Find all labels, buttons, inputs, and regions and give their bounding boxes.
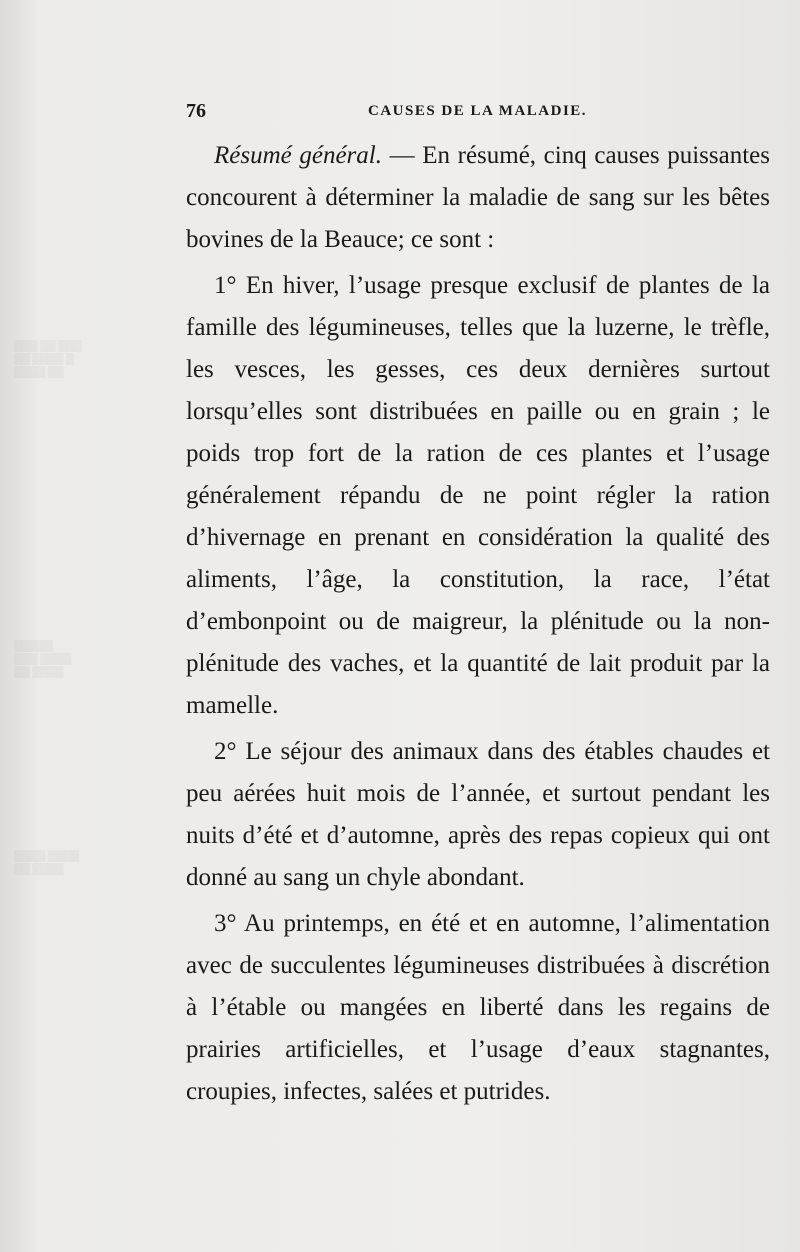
- cause-paragraph-3: 3° Au printemps, en été et en automne, l’alimentation avec de succulentes légumineuses distribuées à discrétion à l’étable ou mangées en liberté dans les regains de prairies artificielles, et l’usage d’eaux stagnantes, croupies, infectes, salées et putrides.: [186, 910, 770, 1105]
- bleed-through-marks: ▒▒▒ ▒▒ ▒▒▒ ▒▒ ▒▒▒▒ ▒ ▒▒▒▒ ▒▒: [14, 340, 82, 378]
- section-lead-in: Résumé général.: [214, 142, 382, 169]
- page-number: 76: [186, 100, 206, 122]
- bleed-through-marks: ▒▒▒▒▒ ▒▒▒ ▒▒▒▒ ▒▒ ▒▒▒▒: [14, 640, 72, 678]
- summary-paragraph: [186, 135, 770, 261]
- summary-text: — En résumé, cinq causes puissantes concourent à déterminer la maladie de sang sur les bêtes bovines de la Beauce; ce sont :: [186, 142, 770, 253]
- bleed-through-marks: ▒▒▒▒ ▒▒▒▒ ▒▒ ▒▒▒▒: [14, 850, 80, 875]
- running-head: CAUSES DE LA MALADIE.: [368, 103, 588, 119]
- cause-paragraph-2: 2° Le séjour des animaux dans des étables chaudes et peu aérées huit mois de l’année, et surtout pendant les nuits d’été et d’automne, après des repas copieux qui ont donné au sang un chyle abondant.: [186, 738, 770, 891]
- body-text: [186, 135, 770, 1113]
- cause-paragraph-1: 1° En hiver, l’usage presque exclusif de plantes de la famille des légumineuses, telles que la luzerne, le trèfle, les vesces, les gesses, ces deux dernières surtout lorsqu’elles sont distribuées en paille ou en grain ; le poids trop fort de la ration de ces plantes et l’usage généralement répandu de ne point régler la ration d’hivernage en prenant en considération la qualité des aliments, l’âge, la constitution, la race, l’état d’embonpoint ou de maigreur, la plénitude ou la non-plénitude des vaches, et la quantité de lait produit par la mamelle.: [186, 272, 770, 719]
- page-header: [186, 100, 616, 130]
